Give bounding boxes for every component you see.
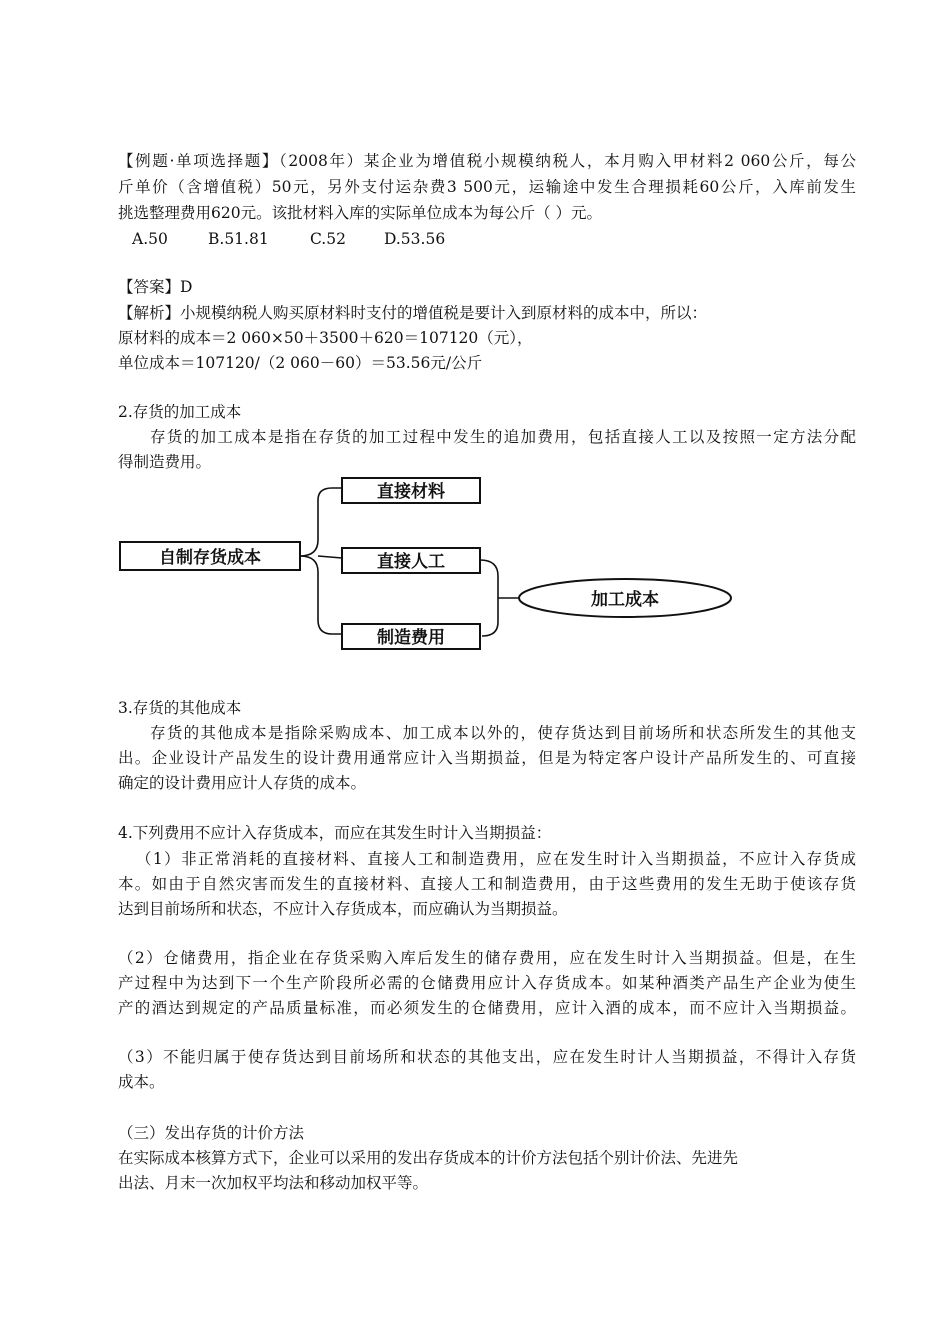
item1-line-1: （1）非正常消耗的直接材料、直接人工和制造费用，应在发生时计入当期损益，不应计入存货成	[136, 850, 856, 868]
section4-heading: 4.下列费用不应计入存货成本，而应在其发生时计入当期损益：	[118, 824, 552, 842]
example-question-line-3: 挑选整理费用620元。该批材料入库的实际单位成本为每公斤（ ）元。	[118, 204, 603, 222]
item3-line-1: （3）不能归属于使存货达到目前场所和状态的其他支出，应在发生时计人当期损益，不得计入存货	[118, 1048, 856, 1066]
brace-middle	[318, 556, 342, 558]
option-a: A.50	[132, 230, 168, 248]
item1-line-2: 本。如由于自然灾害而发生的直接材料、直接人工和制造费用，由于这些费用的发生无助于使该存货	[118, 875, 856, 893]
result-label: 加工成本	[591, 590, 659, 610]
section5-heading: （三）发出存货的计价方法	[118, 1124, 305, 1142]
section3-line-3: 确定的设计费用应计人存货的成本。	[118, 774, 367, 792]
item2-line-3: 产的酒达到规定的产品质量标准，而必须发生的仓储费用，应计入酒的成本，而不应计入当期损益。	[118, 999, 856, 1017]
section2-heading: 2.存货的加工成本	[118, 403, 242, 421]
section2-para-line-1: 存货的加工成本是指在存货的加工过程中发生的追加费用，包括直接人工以及按照一定方法分配	[150, 428, 856, 446]
branch-label-material: 直接材料	[377, 482, 445, 502]
calc-line-2: 单位成本＝107120/（2 060－60）＝53.56元/公斤	[118, 354, 483, 372]
answer-line: 【答案】D	[118, 278, 193, 296]
brace-lower	[300, 556, 342, 634]
item2-line-1: （2）仓储费用，指企业在存货采购入库后发生的储存费用，应在发生时计入当期损益。但是，在生	[118, 949, 856, 967]
section5-line-1: 在实际成本核算方式下，企业可以采用的发出存货成本的计价方法包括个别计价法、先进先	[118, 1149, 739, 1167]
root-label: 自制存货成本	[159, 548, 261, 568]
section5-line-2: 出法、月末一次加权平均法和移动加权平等。	[118, 1174, 429, 1192]
analysis-line: 【解析】小规模纳税人购买原材料时支付的增值税是要计入到原材料的成本中，所以：	[118, 304, 708, 322]
cost-diagram	[0, 470, 950, 670]
item1-line-3: 达到目前场所和状态，不应计入存货成本，而应确认为当期损益。	[118, 900, 568, 918]
option-d: D.53.56	[384, 230, 446, 248]
calc-line-1: 原材料的成本＝2 060×50＋3500＋620＝107120（元），	[118, 329, 533, 347]
item2-line-2: 产过程中为达到下一个生产阶段所必需的仓储费用应计入存货成本。如某种酒类产品生产企业为使生	[118, 974, 856, 992]
section3-line-2: 出。企业设计产品发生的设计费用通常应计入当期损益，但是为特定客户设计产品所发生的、可直接	[118, 749, 856, 767]
branch-label-labor: 直接人工	[377, 552, 445, 572]
section2-para-line-2: 得制造费用。	[118, 453, 212, 471]
brace-upper	[300, 488, 342, 556]
right-brace	[480, 560, 498, 636]
section3-line-1: 存货的其他成本是指除采购成本、加工成本以外的，使存货达到目前场所和状态所发生的其他支	[150, 724, 856, 742]
branch-label-overhead: 制造费用	[377, 628, 445, 648]
example-question-line-2: 斤单价（含增值税）50元，另外支付运杂费3 500元，运输途中发生合理损耗60公斤，入库前发生	[118, 178, 856, 196]
option-c: C.52	[310, 230, 346, 248]
item3-line-2: 成本。	[118, 1073, 165, 1091]
option-b: B.51.81	[208, 230, 269, 248]
section3-heading: 3.存货的其他成本	[118, 699, 242, 717]
example-question-line-1: 【例题·单项选择题】（2008年）某企业为增值税小规模纳税人，本月购入甲材料2 060公斤，每公	[118, 152, 856, 170]
